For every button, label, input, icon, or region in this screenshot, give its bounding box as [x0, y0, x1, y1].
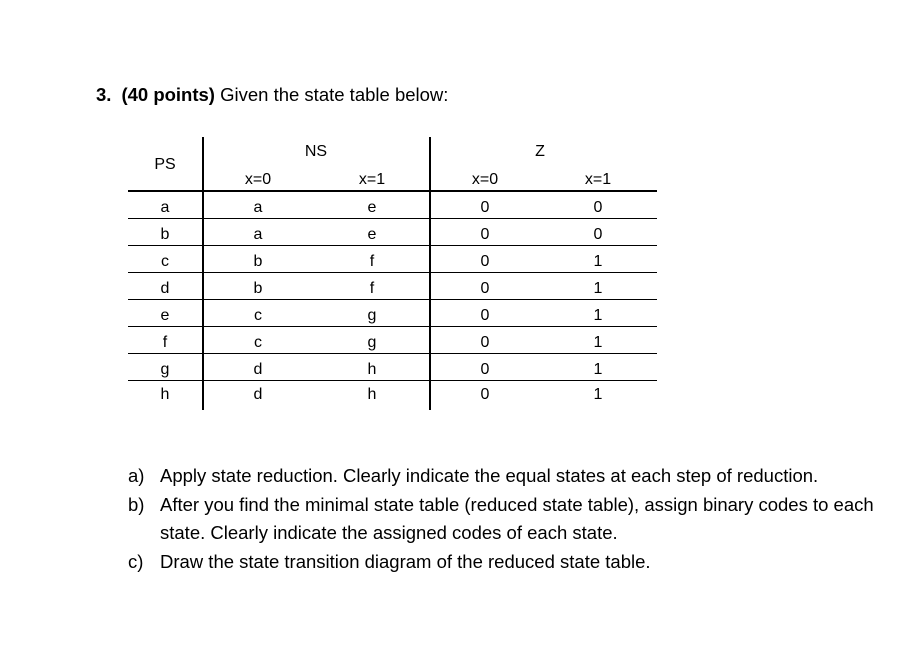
cell-ps: c — [161, 253, 169, 270]
cell-ps: d — [160, 280, 170, 297]
cell-z-x0: 0 — [480, 361, 490, 378]
cell-z-x1: 0 — [593, 226, 603, 243]
part-letter: a) — [128, 465, 145, 486]
cell-z-x1: 1 — [593, 361, 603, 378]
cell-ns-x0: b — [253, 280, 263, 297]
header-ns-x0: x=0 — [244, 171, 272, 188]
header-ns-x1: x=1 — [358, 171, 386, 188]
part-letter: c) — [128, 550, 144, 572]
cell-ns-x0: a — [253, 226, 263, 243]
cell-ns-x1: f — [369, 253, 375, 270]
cell-ps: g — [160, 361, 170, 378]
cell-ns-x0: d — [253, 386, 263, 403]
cell-ns-x1: e — [367, 226, 377, 243]
row-divider — [128, 245, 657, 246]
cell-z-x1: 1 — [593, 307, 603, 324]
cell-ps: f — [162, 334, 168, 351]
cell-z-x0: 0 — [480, 386, 490, 403]
header-ns: NS — [304, 143, 328, 160]
vertical-divider-ps — [202, 137, 204, 410]
row-divider — [128, 380, 657, 381]
cell-z-x0: 0 — [480, 334, 490, 351]
cell-ps: e — [160, 307, 170, 324]
part-text: Apply state reduction. Clearly indicate the equal states at each step of reduction. — [160, 465, 819, 486]
cell-z-x1: 1 — [593, 253, 603, 270]
cell-ps: h — [160, 386, 170, 403]
question-points: (40 points) — [121, 84, 215, 105]
cell-z-x0: 0 — [480, 199, 490, 216]
row-divider — [128, 218, 657, 219]
cell-ns-x1: g — [367, 334, 377, 351]
vertical-divider-ns — [429, 137, 431, 410]
question-parts — [128, 462, 888, 576]
cell-ns-x0: b — [253, 253, 263, 270]
row-divider — [128, 299, 657, 300]
header-z: Z — [535, 143, 545, 160]
cell-ns-x0: a — [253, 199, 263, 216]
cell-ns-x1: g — [367, 307, 377, 324]
cell-z-x0: 0 — [480, 280, 490, 297]
cell-ps: b — [160, 226, 170, 243]
part-b — [128, 491, 888, 548]
row-divider — [128, 353, 657, 354]
cell-ns-x1: h — [367, 361, 377, 378]
cell-ps: a — [160, 199, 170, 216]
part-c — [128, 548, 888, 577]
cell-z-x1: 0 — [593, 199, 603, 216]
cell-z-x0: 0 — [480, 226, 490, 243]
cell-ns-x1: f — [369, 280, 375, 297]
cell-z-x1: 1 — [593, 280, 603, 297]
cell-ns-x1: h — [367, 386, 377, 403]
cell-z-x0: 0 — [480, 253, 490, 270]
header-ps: PS — [154, 156, 176, 173]
question-number: 3. — [96, 84, 112, 105]
header-z-x0: x=0 — [471, 171, 499, 188]
cell-z-x0: 0 — [480, 307, 490, 324]
question-text: Given the state table below: — [220, 84, 449, 105]
cell-ns-x0: d — [253, 361, 263, 378]
row-divider — [128, 272, 657, 273]
cell-ns-x0: c — [254, 334, 262, 351]
part-letter: b) — [128, 493, 145, 515]
cell-ns-x1: e — [367, 199, 377, 216]
cell-z-x1: 1 — [593, 386, 603, 403]
header-divider — [128, 190, 657, 192]
part-a — [128, 462, 888, 491]
cell-z-x1: 1 — [593, 334, 603, 351]
part-text: Draw the state transition diagram of the reduced state table. — [160, 550, 651, 572]
part-text: After you find the minimal state table (reduced state table), assign binary codes to each state. Clearly indicate the assigned codes of each state. — [160, 493, 874, 543]
header-z-x1: x=1 — [584, 171, 612, 188]
cell-ns-x0: c — [254, 307, 262, 324]
row-divider — [128, 326, 657, 327]
